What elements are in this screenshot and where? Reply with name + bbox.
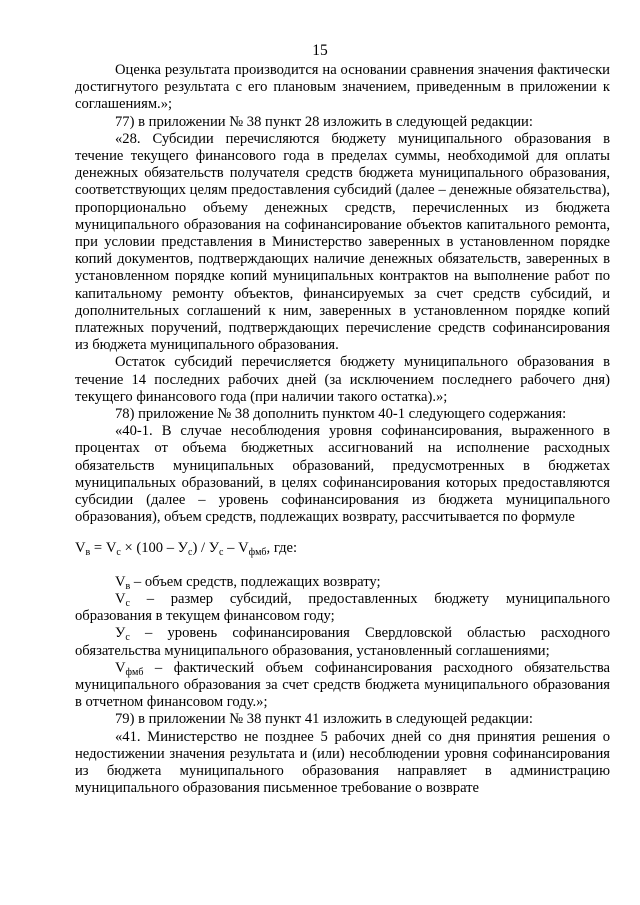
paragraph-item-78: 78) приложение № 38 дополнить пунктом 40-1 следующего содержания: xyxy=(115,406,567,423)
paragraph-point-28: «28. Субсидии перечисляются бюджету муниципального образования в течение текущего финансового года в пределах суммы, необходимой для оплаты денежных обязательств получателя средств бюджета муниципального образования, соответствующих целям предоставления субсидий (далее – денежные обязательства), пропорционально объему денежных средств, перечисленных из бюджета муниципального образования на софинансирование объектов капитального ремонта, при условии представления в Министерство заверенных в установленном порядке копий документов, подтверждающих наличие денежных обязательств, заверенных в установленном порядке копий муниципальных контрактов на выполнение работ по капитальному ремонту объектов, финансируемых за счет средств субсидий, и дополнительных соглашений к ним, заверенных в установленном порядке копий платежных поручений, подтверждающих перечисление средств софинансирования из бюджета муниципального образования. xyxy=(75,130,610,354)
paragraph-item-77: 77) в приложении № 38 пункт 28 изложить в следующей редакции: xyxy=(115,113,533,130)
paragraph-item-79: 79) в приложении № 38 пункт 41 изложить в следующей редакции: xyxy=(115,711,533,728)
document-body xyxy=(75,62,610,797)
definition-vv: $V_в$ – объем средств, подлежащих возврату; xyxy=(115,573,381,592)
definition-vfmb: $V_{фмб}$ – фактический объем софинансирования расходного обязательства муниципального образования за счет средств бюджета муниципального образования в отчетном финансовом году.»; xyxy=(75,659,610,711)
formula: $V_в = V_с \times (100 - У_с) / У_с - V_{фмб}$, где: xyxy=(75,540,298,559)
paragraph-point-40-1: «40-1. В случае несоблюдения уровня софинансирования, выраженного в процентах от объема бюджетных ассигнований на исполнение расходных обязательств муниципальных образований, предусмотренных в бюджетах муниципальных образований, в целях софинансирования которых предоставляются субсидии (далее – уровень софинансирования из бюджета муниципального образования), объем средств, подлежащих возврату, рассчитывается по формуле xyxy=(75,423,610,526)
paragraph-evaluation: Оценка результата производится на основании сравнения значения фактически достигнутого результата с его плановым значением, приведенным в приложении к соглашениям.»; xyxy=(75,62,610,113)
page-number: 15 xyxy=(312,42,328,59)
paragraph-point-41: «41. Министерство не позднее 5 рабочих дней со дня принятия решения о недостижении значения результата и (или) несоблюдении уровня софинансирования из бюджета муниципального образования направляет в администрацию муниципального образования письменное требование о возврате xyxy=(75,728,610,797)
paragraph-subsidy-remainder: Остаток субсидий перечисляется бюджету муниципального образования в течение 14 последних рабочих дней (за исключением последнего рабочего дня) текущего финансового года (при наличии такого остатка).»; xyxy=(75,354,610,405)
definition-vc: $V_с$ – размер субсидий, предоставленных бюджету муниципального образования в текущем финансовом году; xyxy=(75,590,610,625)
definition-uc: $У_с$ – уровень софинансирования Свердловской областью расходного обязательства муниципального образования, установленный соглашениями; xyxy=(75,625,610,659)
